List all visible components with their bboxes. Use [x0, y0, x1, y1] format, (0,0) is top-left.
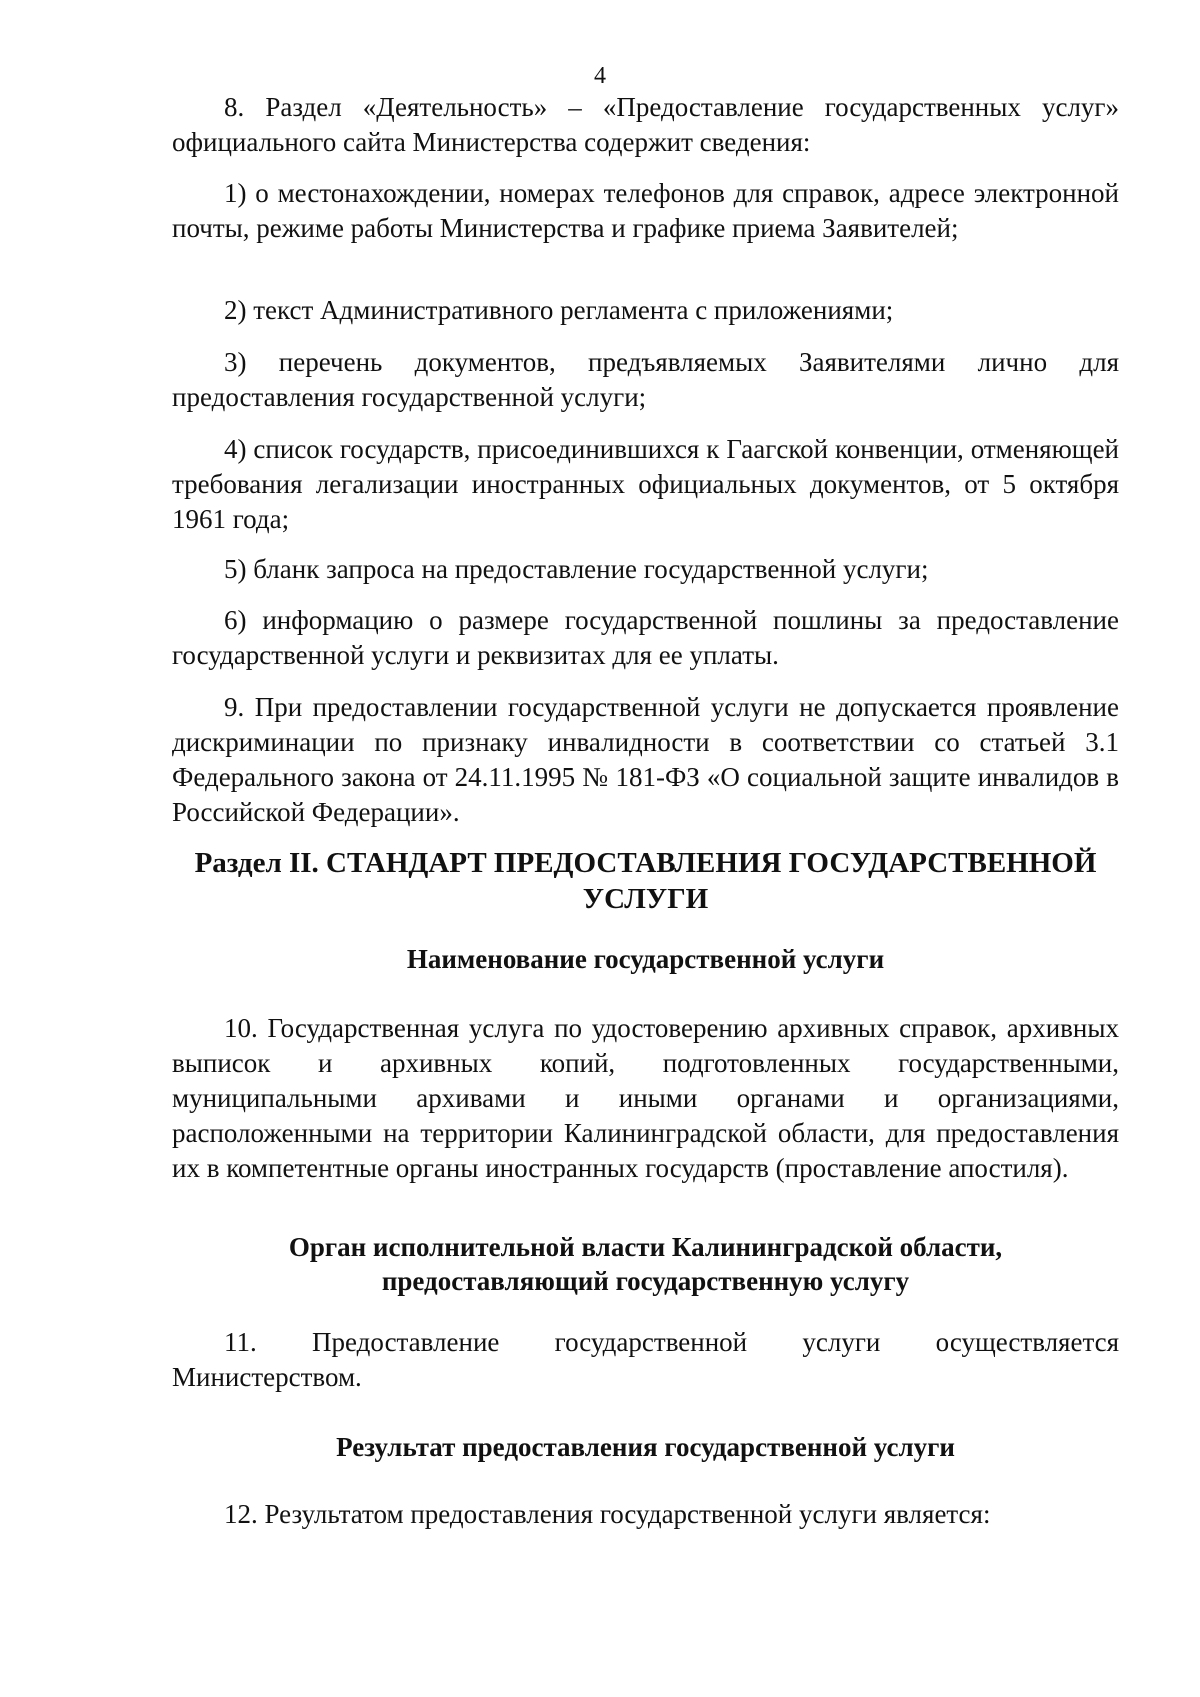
- paragraph-11: 11. Предоставление государственной услуги осуществляется Министерством.: [172, 1327, 1119, 1392]
- paragraph-12: 12. Результатом предоставления государственной услуги является:: [224, 1499, 991, 1529]
- paragraph-8-item-4: 4) список государств, присоединившихся к Гаагской конвенции, отменяющей требования легализации иностранных официальных документов, от 5 октября 1961 года;: [172, 434, 1119, 534]
- section-title-line-1: Раздел II. СТАНДАРТ ПРЕДОСТАВЛЕНИЯ ГОСУДАРСТВЕННОЙ: [194, 847, 1097, 879]
- section-title-line-2: УСЛУГИ: [582, 883, 709, 915]
- page-number: 4: [594, 63, 606, 89]
- subheading-service-result: Результат предоставления государственной услуги: [336, 1432, 955, 1462]
- paragraph-8: 8. Раздел «Деятельность» – «Предоставление государственных услуг» официального сайта Министерства содержит сведения:: [172, 92, 1119, 157]
- subheading-executive-body: [172, 1230, 1119, 1298]
- paragraph-8-item-3: 3) перечень документов, предъявляемых Заявителями лично для предоставления государственной услуги;: [172, 347, 1119, 412]
- subheading-executive-body-line-1: Орган исполнительной власти Калининградской области,: [288, 1232, 1003, 1262]
- paragraph-8-item-6: 6) информацию о размере государственной пошлины за предоставление государственной услуги и реквизитах для ее уплаты.: [172, 605, 1119, 670]
- subheading-service-name: Наименование государственной услуги: [406, 944, 885, 974]
- paragraph-8-item-5: 5) бланк запроса на предоставление государственной услуги;: [224, 554, 929, 584]
- section-title: [172, 845, 1119, 917]
- paragraph-10: 10. Государственная услуга по удостоверению архивных справок, архивных выписок и архивных копий, подготовленных государственными, муниципальными архивами и иными органами и организациями, расположенными на территории Калининградской области, для предоставления их в компетентные органы иностранных государств (проставление апостиля).: [172, 1013, 1119, 1183]
- paragraph-8-item-1: 1) о местонахождении, номерах телефонов для справок, адресе электронной почты, режиме работы Министерства и графике приема Заявителей;: [172, 178, 1119, 243]
- paragraph-8-item-2: 2) текст Административного регламента с приложениями;: [224, 295, 894, 325]
- subheading-executive-body-line-2: предоставляющий государственную услугу: [381, 1266, 910, 1296]
- paragraph-9: 9. При предоставлении государственной услуги не допускается проявление дискриминации по признаку инвалидности в соответствии со статьей 3.1 Федерального закона от 24.11.1995 № 181-ФЗ «О социальной защите инвалидов в Российской Федерации».: [172, 692, 1119, 827]
